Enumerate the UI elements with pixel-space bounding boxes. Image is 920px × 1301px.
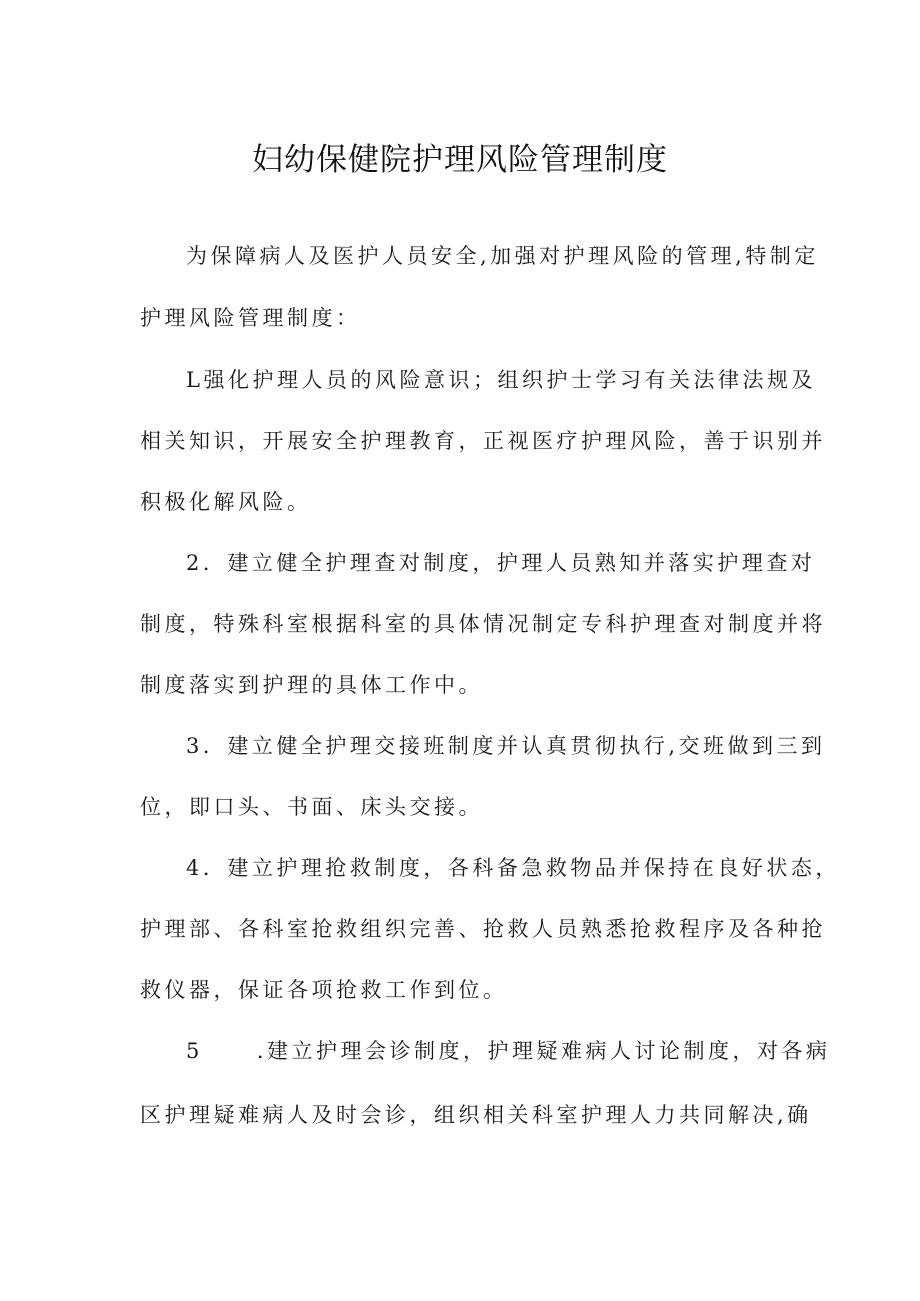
item-4-line-2: 护理部、各科室抢救组织完善、抢救人员熟悉抢救程序及各种抢 bbox=[140, 917, 826, 941]
item-3-line-2: 位，即口头、书面、床头交接。 bbox=[140, 795, 483, 819]
item-1-line-1: L强化护理人员的风险意识；组织护士学习有关法律法规及 bbox=[186, 368, 816, 392]
item-5-text: .建立护理会诊制度，护理疑难病人讨论制度，对各病 bbox=[256, 1039, 831, 1063]
document-title: 妇幼保健院护理风险管理制度 bbox=[252, 142, 668, 178]
item-4-line-3: 救仪器，保证各项抢救工作到位。 bbox=[140, 978, 508, 1002]
item-5-number: 5 bbox=[186, 1039, 203, 1063]
item-2-line-3: 制度落实到护理的具体工作中。 bbox=[140, 673, 483, 697]
item-1-line-3: 积极化解风险。 bbox=[140, 490, 312, 514]
item-4-line-1: 4．建立护理抢救制度，各科备急救物品并保持在良好状态， bbox=[186, 856, 840, 880]
item-5-line-2: 区护理疑难病人及时会诊，组织相关科室护理人力共同解决,确 bbox=[140, 1103, 812, 1127]
paragraph-intro-line-1: 为保障病人及医护人员安全,加强对护理风险的管理,特制定 bbox=[186, 244, 819, 268]
item-2-line-2: 制度，特殊科室根据科室的具体情况制定专科护理查对制度并将 bbox=[140, 612, 826, 636]
item-3-line-1: 3．建立健全护理交接班制度并认真贯彻执行,交班做到三到 bbox=[186, 734, 826, 758]
item-2-line-1: 2．建立健全护理查对制度，护理人员熟知并落实护理查对 bbox=[186, 551, 816, 575]
item-5-line-1 bbox=[186, 1036, 831, 1066]
paragraph-intro-line-2: 护理风险管理制度： bbox=[140, 306, 361, 330]
item-1-line-2: 相关知识，开展安全护理教育，正视医疗护理风险，善于识别并 bbox=[140, 429, 826, 453]
